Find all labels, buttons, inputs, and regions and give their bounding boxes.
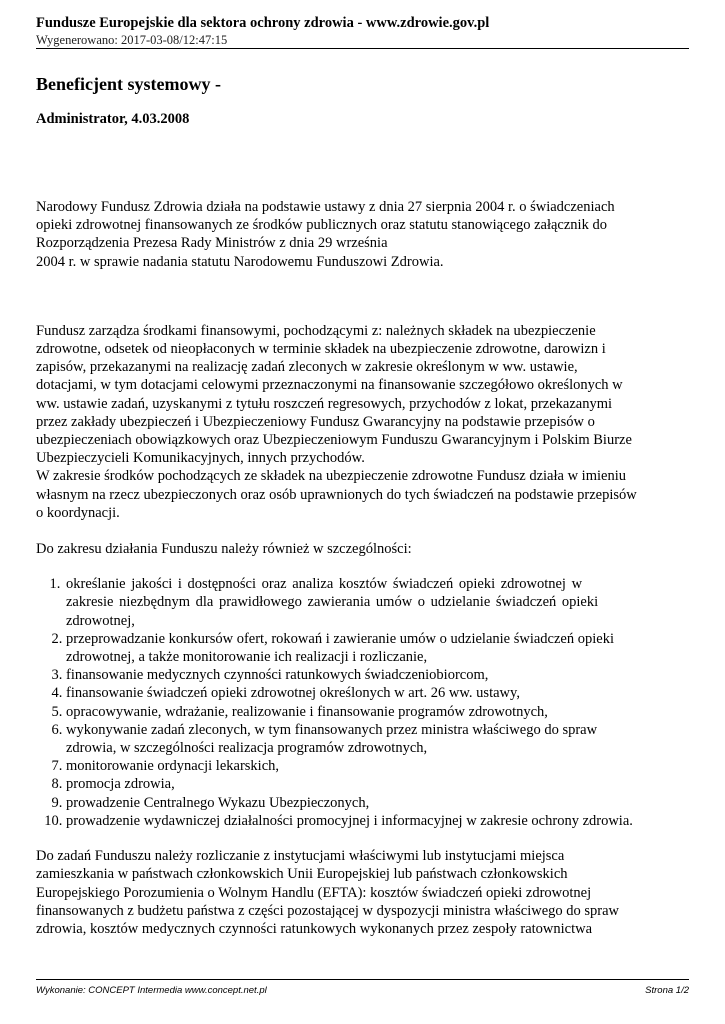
article-body — [36, 72, 689, 938]
text-line: wykonywanie zadań zleconych, w tym finansowanych przez ministra właściwego do spraw — [66, 721, 598, 738]
list-item — [66, 666, 689, 684]
text-line: zdrowia, w szczególności realizacja programów zdrowotnych, — [66, 740, 428, 757]
page-header — [36, 14, 689, 48]
text-line: przeprowadzanie konkursów ofert, rokowań i zawieranie umów o udzielanie świadczeń opieki — [66, 630, 614, 647]
task-list — [36, 575, 689, 830]
article-title: Beneficjent systemowy - — [36, 74, 221, 94]
text-line: określanie jakości i dostępności oraz analiza kosztów świadczeń opieki zdrowotnej w — [66, 576, 583, 593]
text-line: zdrowia, kosztów medycznych czynności ratunkowych wykonanych przez zespoły ratownictwa — [36, 920, 593, 937]
list-item — [66, 812, 689, 830]
text-line: 2004 r. w sprawie nadania statutu Narodowemu Funduszowi Zdrowia. — [36, 253, 444, 270]
list-item — [66, 630, 689, 666]
text-line: finansowanych z budżetu państwa z części pozostającej w dyspozycji ministra właściwego do spraw — [36, 902, 620, 919]
text-line: finansowanie medycznych czynności ratunkowych świadczeniobiorcom, — [66, 667, 489, 684]
text-line: promocja zdrowia, — [66, 776, 175, 793]
text-line: Do zadań Funduszu należy rozliczanie z instytucjami właściwymi lub instytucjami miejsca — [36, 848, 565, 865]
page-number: Strona 1/2 — [645, 985, 689, 996]
text-line: własnym na rzecz ubezpieczonych oraz osób uprawnionych do tych świadczeń na podstawie przepisów — [36, 486, 637, 503]
text-line: prowadzenie Centralnego Wykazu Ubezpieczonych, — [66, 794, 370, 811]
text-line: opieki zdrowotnej finansowanych ze środków publicznych oraz statutu stanowiącego załącznik do — [36, 217, 607, 234]
footer-divider — [36, 979, 689, 980]
list-item — [66, 757, 689, 775]
list-item — [66, 703, 689, 721]
footer-credit: Wykonanie: CONCEPT Intermedia www.concept.net.pl — [36, 985, 267, 996]
text-line: opracowywanie, wdrażanie, realizowanie i finansowanie programów zdrowotnych, — [66, 703, 548, 720]
paragraph-scope-intro: Do zakresu działania Funduszu należy również w szczególności: — [36, 541, 412, 558]
paragraph-finances — [36, 322, 689, 522]
text-line: ubezpieczeniach obowiązkowych oraz Ubezpieczeniowym Funduszu Gwarancyjnym i Polskim Biurze — [36, 432, 632, 449]
site-title: Fundusze Europejskie dla sektora ochrony zdrowia - www.zdrowie.gov.pl — [36, 15, 490, 31]
paragraph-legal-basis — [36, 198, 689, 271]
header-divider — [36, 48, 689, 49]
list-item — [66, 721, 689, 757]
text-line: Europejskiego Porozumienia o Wolnym Handlu (EFTA): kosztów świadczeń opieki zdrowotnej — [36, 884, 592, 901]
text-line: zdrowotnej, a także monitorowanie ich realizacji i rozliczanie, — [66, 649, 428, 666]
text-line: przez zakłady ubezpieczeń i Ubezpieczeniowy Fundusz Gwarancyjny na podstawie przepisów o — [36, 413, 595, 430]
text-line: zdrowotne, odsetek od nieopłaconych w terminie składek na ubezpieczenie zdrowotne, darowizn i — [36, 341, 606, 358]
paragraph-settlements — [36, 847, 689, 938]
page-footer — [36, 985, 689, 996]
text-line: zdrowotnej, — [66, 612, 135, 629]
list-item — [66, 794, 689, 812]
text-line: monitorowanie ordynacji lekarskich, — [66, 758, 280, 775]
text-line: Ubezpieczycieli Komunikacyjnych, innych przychodów. — [36, 450, 365, 467]
text-line: dotacjami, w tym dotacjami celowymi przeznaczonymi na finansowanie szczegółowo określonych w — [36, 377, 623, 394]
article-meta: Administrator, 4.03.2008 — [36, 111, 190, 127]
text-line: zakresie niezbędnym dla prawidłowego zawierania umów o udzielanie świadczeń opieki — [66, 594, 599, 611]
text-line: ww. ustawie zadań, uzyskanymi z tytułu roszczeń regresowych, przychodów z lokat, przekazanymi — [36, 395, 613, 412]
text-line: o koordynacji. — [36, 504, 120, 521]
text-line: zamieszkania w państwach członkowskich Unii Europejskiej lub państwach członkowskich — [36, 866, 568, 883]
text-line: W zakresie środków pochodzących ze składek na ubezpieczenie zdrowotne Fundusz działa w imieniu — [36, 468, 626, 485]
text-line: zapisów, przekazanymi na realizację zadań zleconych w zakresie określonym w ww. ustawie, — [36, 359, 578, 376]
text-line: Rozporządzenia Prezesa Rady Ministrów z dnia 29 września — [36, 235, 388, 252]
text-line: Fundusz zarządza środkami finansowymi, pochodzącymi z: należnych składek na ubezpieczenie — [36, 322, 596, 339]
list-item — [66, 775, 689, 793]
text-line: finansowanie świadczeń opieki zdrowotnej określonych w art. 26 ww. ustawy, — [66, 685, 520, 702]
list-item — [66, 575, 689, 630]
text-line: Narodowy Fundusz Zdrowia działa na podstawie ustawy z dnia 27 sierpnia 2004 r. o świadczeniach — [36, 199, 615, 215]
list-item — [66, 684, 689, 702]
text-line: prowadzenie wydawniczej działalności promocyjnej i informacyjnej w zakresie ochrony zdrowia. — [66, 812, 633, 829]
generated-timestamp: Wygenerowano: 2017-03-08/12:47:15 — [36, 33, 228, 47]
